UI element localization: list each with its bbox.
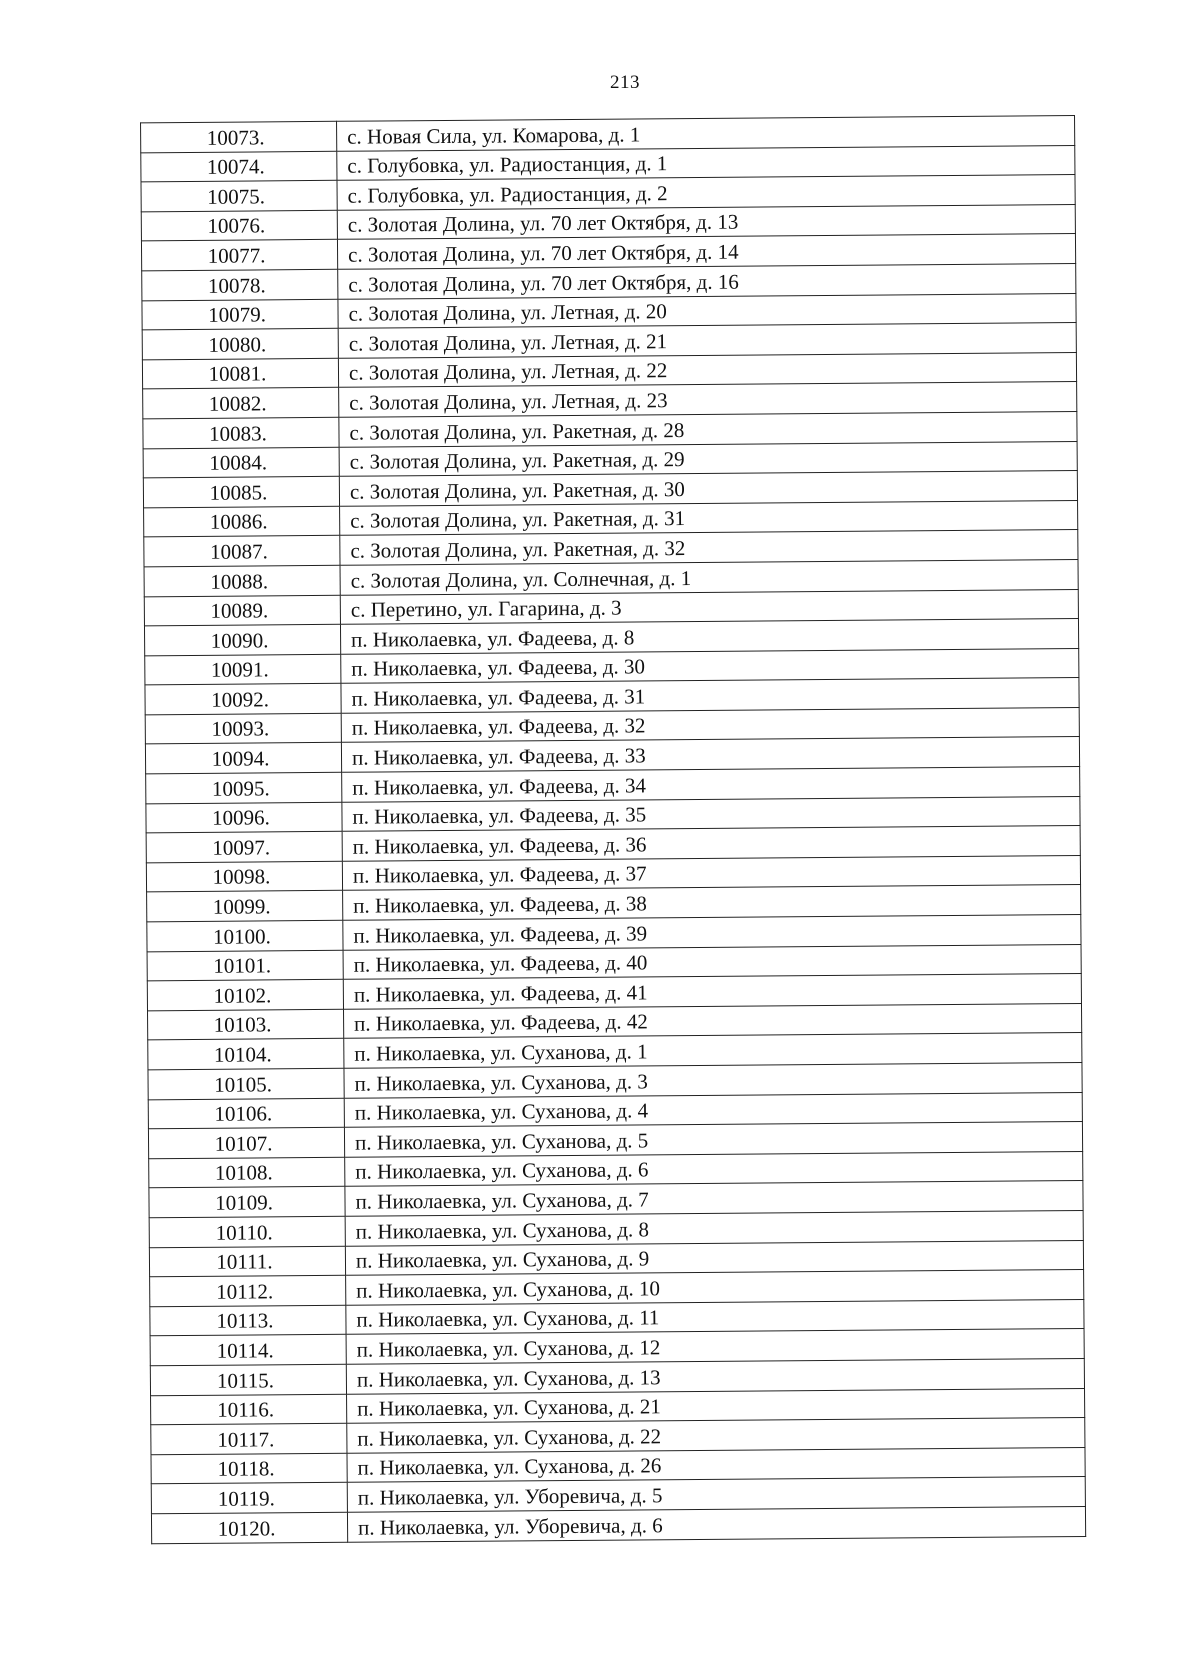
row-number-cell: 10112. (150, 1275, 346, 1306)
row-number-cell: 10090. (144, 624, 340, 655)
row-number-cell: 10085. (143, 476, 339, 507)
address-cell: п. Николаевка, ул. Фадеева, д. 34 (342, 767, 1080, 802)
address-cell: п. Николаевка, ул. Фадеева, д. 30 (341, 648, 1079, 683)
row-number-cell: 10089. (144, 595, 340, 626)
row-number-cell: 10103. (148, 1009, 344, 1040)
row-number-cell: 10111. (149, 1246, 345, 1277)
row-number-cell: 10097. (146, 832, 342, 863)
row-number-cell: 10114. (150, 1335, 346, 1366)
address-cell: п. Николаевка, ул. Суханова, д. 1 (344, 1033, 1082, 1068)
address-cell: п. Николаевка, ул. Суханова, д. 11 (346, 1299, 1084, 1334)
address-cell: с. Золотая Долина, ул. Ракетная, д. 30 (339, 471, 1077, 506)
address-cell: п. Николаевка, ул. Фадеева, д. 8 (340, 619, 1078, 654)
row-number-cell: 10083. (143, 417, 339, 448)
address-cell: с. Золотая Долина, ул. Солнечная, д. 1 (340, 559, 1078, 594)
row-number-cell: 10120. (151, 1512, 347, 1543)
row-number-cell: 10088. (144, 565, 340, 596)
address-cell: п. Николаевка, ул. Фадеева, д. 41 (343, 974, 1081, 1009)
address-cell: п. Николаевка, ул. Суханова, д. 22 (347, 1418, 1085, 1453)
row-number-cell: 10087. (144, 536, 340, 567)
address-table-container (140, 115, 1086, 1544)
address-cell: п. Николаевка, ул. Фадеева, д. 31 (341, 678, 1079, 713)
row-number-cell: 10092. (145, 684, 341, 715)
row-number-cell: 10076. (141, 210, 337, 241)
address-cell: п. Николаевка, ул. Фадеева, д. 38 (343, 885, 1081, 920)
table-row (151, 1506, 1085, 1543)
row-number-cell: 10096. (146, 802, 342, 833)
address-cell: с. Золотая Долина, ул. Летная, д. 22 (338, 352, 1076, 387)
row-number-cell: 10106. (148, 1098, 344, 1129)
row-number-cell: 10118. (151, 1453, 347, 1484)
row-number-cell: 10102. (147, 979, 343, 1010)
address-cell: с. Голубовка, ул. Радиостанция, д. 2 (337, 175, 1075, 210)
address-cell: п. Николаевка, ул. Фадеева, д. 32 (341, 707, 1079, 742)
row-number-cell: 10080. (142, 328, 338, 359)
address-cell: п. Николаевка, ул. Суханова, д. 13 (346, 1358, 1084, 1393)
address-cell: с. Золотая Долина, ул. Ракетная, д. 29 (339, 441, 1077, 476)
address-cell: с. Золотая Долина, ул. Ракетная, д. 31 (340, 500, 1078, 535)
row-number-cell: 10095. (146, 772, 342, 803)
address-cell: с. Голубовка, ул. Радиостанция, д. 1 (337, 145, 1075, 180)
address-cell: п. Николаевка, ул. Суханова, д. 6 (345, 1151, 1083, 1186)
row-number-cell: 10079. (142, 299, 338, 330)
row-number-cell: 10078. (142, 269, 338, 300)
row-number-cell: 10073. (141, 121, 337, 152)
row-number-cell: 10104. (148, 1039, 344, 1070)
address-cell: п. Николаевка, ул. Суханова, д. 8 (345, 1210, 1083, 1245)
row-number-cell: 10093. (145, 713, 341, 744)
address-cell: п. Николаевка, ул. Суханова, д. 7 (345, 1181, 1083, 1216)
row-number-cell: 10110. (149, 1216, 345, 1247)
row-number-cell: 10107. (148, 1127, 344, 1158)
row-number-cell: 10100. (147, 920, 343, 951)
row-number-cell: 10117. (151, 1423, 347, 1454)
address-cell: п. Николаевка, ул. Суханова, д. 4 (344, 1092, 1082, 1127)
address-cell: п. Николаевка, ул. Суханова, д. 3 (344, 1062, 1082, 1097)
address-cell: п. Николаевка, ул. Суханова, д. 12 (346, 1329, 1084, 1364)
row-number-cell: 10109. (149, 1187, 345, 1218)
address-cell: с. Золотая Долина, ул. Летная, д. 20 (338, 293, 1076, 328)
address-cell: п. Николаевка, ул. Суханова, д. 5 (344, 1122, 1082, 1157)
row-number-cell: 10101. (147, 950, 343, 981)
address-cell: с. Перетино, ул. Гагарина, д. 3 (340, 589, 1078, 624)
address-cell: п. Николаевка, ул. Фадеева, д. 40 (343, 944, 1081, 979)
address-cell: п. Николаевка, ул. Уборевича, д. 5 (347, 1477, 1085, 1512)
row-number-cell: 10116. (151, 1394, 347, 1425)
address-cell: п. Николаевка, ул. Суханова, д. 9 (345, 1240, 1083, 1275)
address-cell: п. Николаевка, ул. Фадеева, д. 36 (342, 826, 1080, 861)
row-number-cell: 10081. (142, 358, 338, 389)
row-number-cell: 10098. (146, 861, 342, 892)
address-cell: с. Золотая Долина, ул. Летная, д. 23 (339, 382, 1077, 417)
address-cell: п. Николаевка, ул. Фадеева, д. 37 (342, 855, 1080, 890)
row-number-cell: 10082. (143, 388, 339, 419)
address-cell: с. Золотая Долина, ул. Ракетная, д. 32 (340, 530, 1078, 565)
row-number-cell: 10091. (145, 654, 341, 685)
row-number-cell: 10074. (141, 151, 337, 182)
address-cell: п. Николаевка, ул. Суханова, д. 26 (347, 1447, 1085, 1482)
address-cell: п. Николаевка, ул. Фадеева, д. 39 (343, 915, 1081, 950)
address-cell: с. Золотая Долина, ул. 70 лет Октября, д. 16 (338, 263, 1076, 298)
address-table (140, 115, 1086, 1544)
page-number: 213 (610, 72, 640, 93)
row-number-cell: 10105. (148, 1068, 344, 1099)
row-number-cell: 10086. (144, 506, 340, 537)
address-table-body (141, 116, 1086, 1544)
address-cell: с. Золотая Долина, ул. 70 лет Октября, д. 14 (337, 234, 1075, 269)
row-number-cell: 10084. (143, 447, 339, 478)
address-cell: п. Николаевка, ул. Фадеева, д. 42 (343, 1003, 1081, 1038)
row-number-cell: 10108. (149, 1157, 345, 1188)
address-cell: п. Николаевка, ул. Суханова, д. 21 (347, 1388, 1085, 1423)
row-number-cell: 10099. (147, 891, 343, 922)
address-cell: с. Золотая Долина, ул. Ракетная, д. 28 (339, 411, 1077, 446)
row-number-cell: 10113. (150, 1305, 346, 1336)
row-number-cell: 10077. (141, 240, 337, 271)
row-number-cell: 10075. (141, 180, 337, 211)
row-number-cell: 10119. (151, 1483, 347, 1514)
address-cell: с. Золотая Долина, ул. Летная, д. 21 (338, 323, 1076, 358)
address-cell: п. Николаевка, ул. Уборевича, д. 6 (347, 1506, 1085, 1541)
address-cell: с. Новая Сила, ул. Комарова, д. 1 (337, 116, 1075, 151)
row-number-cell: 10094. (145, 743, 341, 774)
address-cell: п. Николаевка, ул. Фадеева, д. 33 (341, 737, 1079, 772)
address-cell: п. Николаевка, ул. Суханова, д. 10 (346, 1270, 1084, 1305)
row-number-cell: 10115. (150, 1364, 346, 1395)
address-cell: п. Николаевка, ул. Фадеева, д. 35 (342, 796, 1080, 831)
address-cell: с. Золотая Долина, ул. 70 лет Октября, д. 13 (337, 204, 1075, 239)
